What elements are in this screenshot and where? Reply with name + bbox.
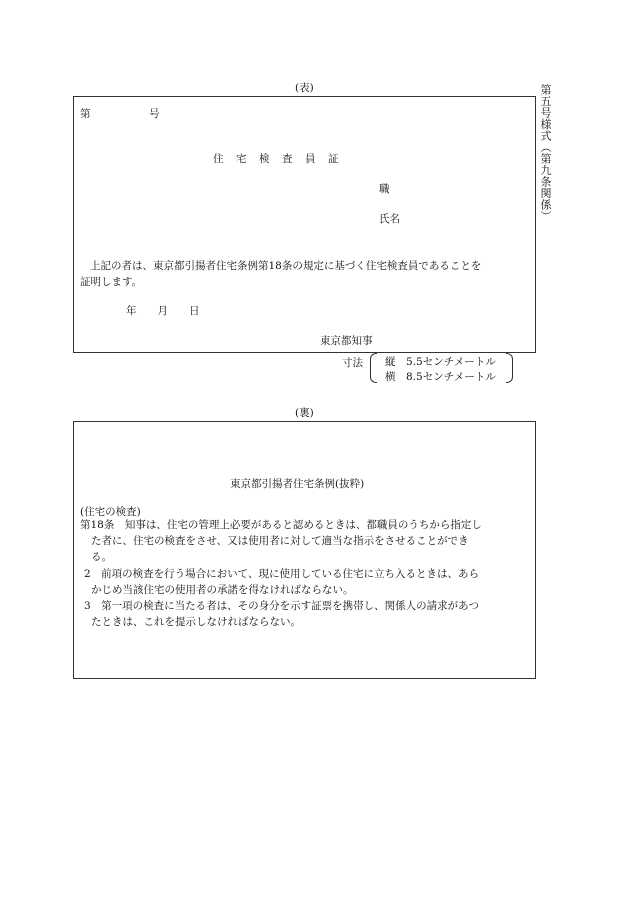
clause-3-line-2: たときは、これを提示しなければならない。 [91, 616, 301, 628]
date-line: 年 月 日 [126, 305, 200, 317]
statement-line-1: 上記の者は、東京都引揚者住宅条例第18条の規定に基づく住宅検査員であることを [90, 260, 482, 272]
issuer: 東京都知事 [320, 335, 373, 347]
dimension-height: 縦 5.5センチメートル [385, 356, 496, 368]
section-heading: (住宅の検査) [80, 506, 141, 518]
back-heading: (裏) [295, 407, 314, 419]
left-brace [370, 353, 377, 383]
number-label-dai: 第 [80, 108, 91, 120]
back-card [73, 421, 536, 679]
back-title: 東京都引揚者住宅条例(抜粋) [230, 478, 365, 490]
number-label-go: 号 [149, 108, 160, 120]
dimension-width: 横 8.5センチメートル [385, 371, 496, 383]
right-brace [506, 353, 513, 383]
front-heading: (表) [295, 82, 314, 94]
article-line-2: た者に、住宅の検査をさせ、又は使用者に対して適当な指示をさせることができ [91, 535, 469, 547]
article-line-3: る。 [91, 551, 112, 563]
form-number-label: 第五号様式（第九条関係） [539, 84, 552, 222]
position-label: 職 [379, 183, 390, 195]
statement-line-2: 証明します。 [80, 276, 143, 288]
clause-2-line-2: かじめ当該住宅の使用者の承諾を得なければならない。 [91, 584, 354, 596]
name-label: 氏名 [379, 213, 400, 225]
dimensions-label: 寸法 [342, 357, 363, 369]
card-title: 住 宅 検 査 員 証 [213, 153, 340, 165]
clause-2-line-1: 2 前項の検査を行う場合において、現に使用している住宅に立ち入るときは、あら [84, 568, 479, 580]
article-line-1: 第18条 知事は、住宅の管理上必要があると認めるときは、都職員のうちから指定し [80, 519, 482, 531]
clause-3-line-1: 3 第一項の検査に当たる者は、その身分を示す証票を携帯し、関係人の請求があつ [84, 600, 480, 612]
